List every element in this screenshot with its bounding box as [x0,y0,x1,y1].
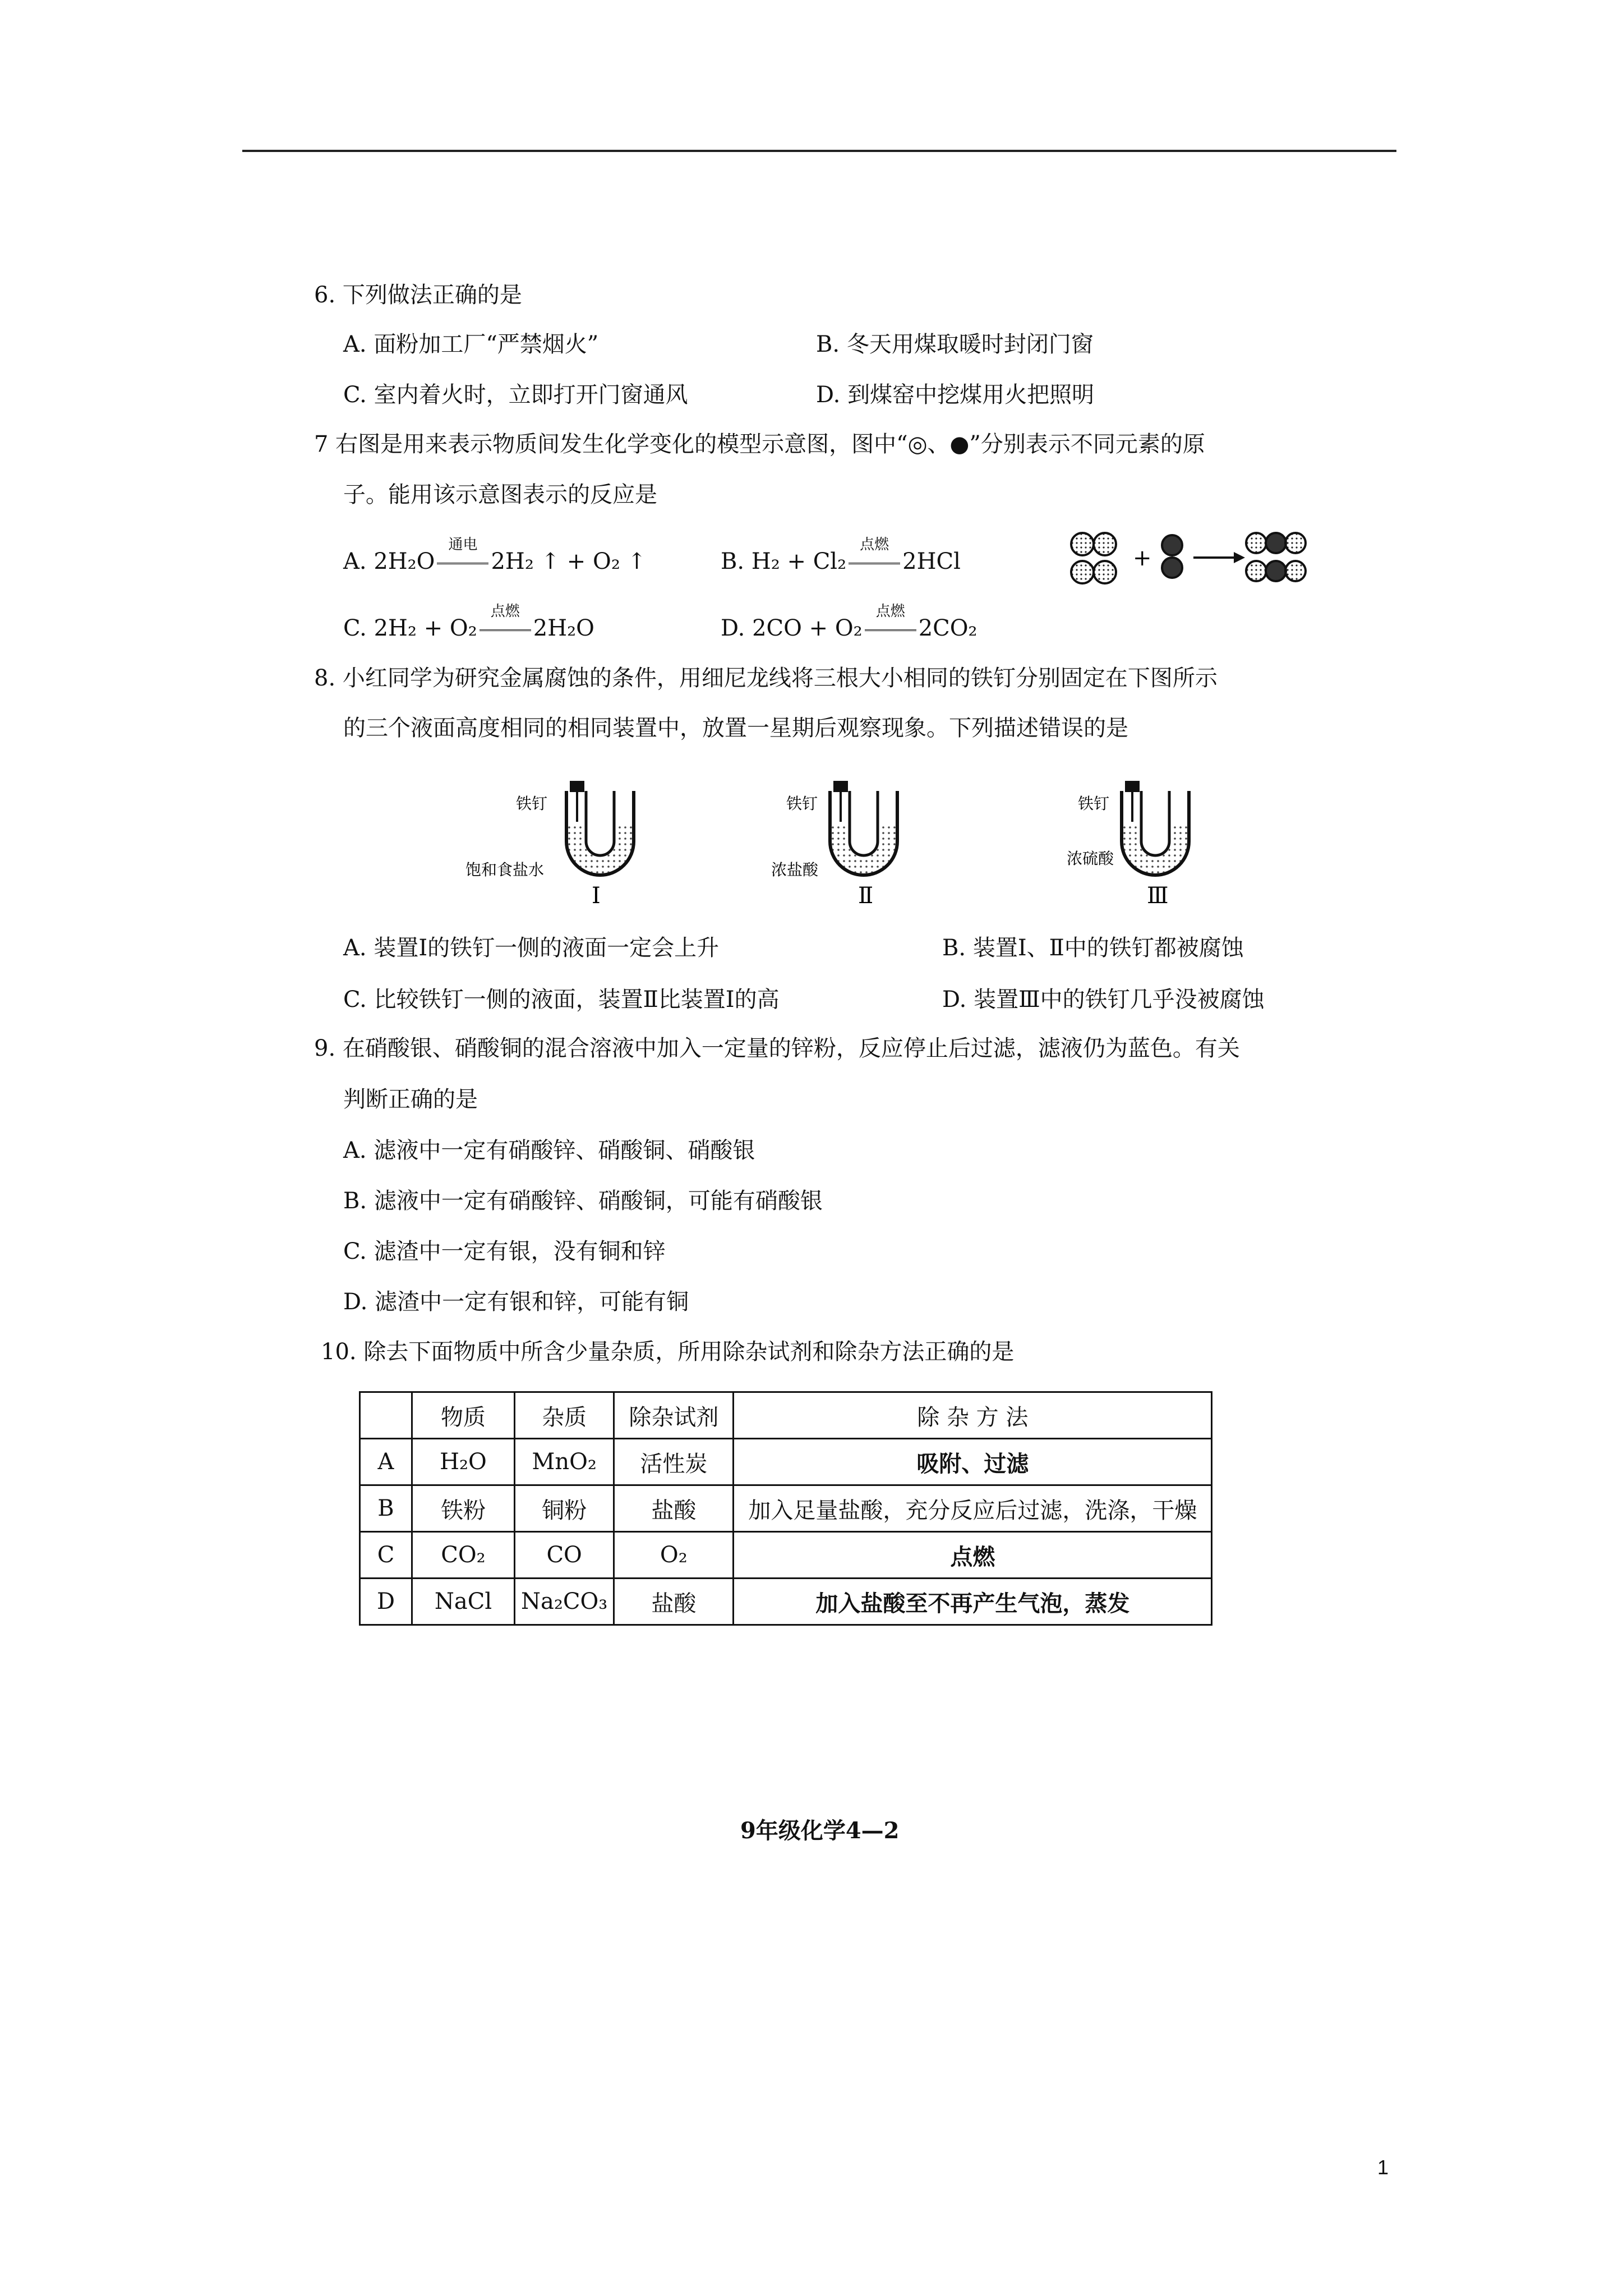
table-cell: NaCl [412,1579,515,1625]
table-cell: C [360,1532,412,1579]
table-header-cell: 除 杂 方 法 [734,1392,1212,1439]
table-cell: 点燃 [734,1532,1212,1579]
q7-d-products: 2CO₂ [918,615,978,641]
nail-label-2: 铁钉 [786,794,818,813]
q8-option-a: A. 装置Ⅰ的铁钉一侧的液面一定会上升 [343,935,720,961]
q8-option-c: C. 比较铁钉一侧的液面，装置Ⅱ比装置Ⅰ的高 [343,987,780,1013]
q6-option-d: D. 到煤窑中挖煤用火把照明 [816,382,1095,408]
header-rule [242,150,1396,152]
table-row [360,1532,1212,1579]
q8-option-d: D. 装置Ⅲ中的铁钉几乎没被腐蚀 [942,987,1265,1013]
apparatus-1 [465,781,634,909]
q7-d-condition: 点燃 [865,614,916,643]
nail-label-3: 铁钉 [1078,794,1110,813]
apparatus-3 [1067,781,1189,909]
q7-a-reactants: A. 2H₂O [343,549,435,574]
q9-option-a: A. 滤液中一定有硝酸锌、硝酸铜、硝酸银 [343,1138,755,1163]
page-footer: 9年级化学4—2 [740,1818,900,1844]
q6-option-c: C. 室内着火时，立即打开门窗通风 [343,382,688,408]
table-row [360,1579,1212,1625]
q8-option-b: B. 装置Ⅰ、Ⅱ中的铁钉都被腐蚀 [942,935,1244,961]
table-cell: 盐酸 [614,1579,734,1625]
q7-c-condition: 点燃 [479,614,531,643]
q9-option-b: B. 滤液中一定有硝酸锌、硝酸铜，可能有硝酸银 [343,1188,823,1214]
roman-label-3: Ⅲ [1147,883,1169,909]
q7-b-condition: 点燃 [849,547,900,576]
q6-option-a: A. 面粉加工厂“严禁烟火” [343,332,599,357]
roman-label-2: Ⅱ [858,883,874,909]
table-cell: CO [515,1532,614,1579]
apparatus-2 [771,781,897,909]
q7-a-condition: 通电 [437,547,488,576]
table-cell: B [360,1485,412,1532]
liquid-label-2: 浓盐酸 [771,861,819,879]
q9-option-d: D. 滤渣中一定有银和锌，可能有铜 [343,1289,689,1315]
q7-option-a [343,536,647,576]
table-cell: 铜粉 [515,1485,614,1532]
table-row [360,1439,1212,1485]
table-header-cell: 杂质 [515,1392,614,1439]
product-molecules [1246,533,1306,581]
q8-apparatus-diagram [465,769,1228,914]
q7-d-reactants: D. 2CO + O₂ [721,615,863,641]
q6-stem: 6. 下列做法正确的是 [314,282,522,308]
q7-b-reactants: B. H₂ + Cl₂ [721,549,847,574]
q8-stem-line1: 8. 小红同学为研究金属腐蚀的条件，用细尼龙线将三根大小相同的铁钉分别固定在下图所示 [314,665,1218,691]
page-number: 1 [1377,2156,1389,2179]
liquid-label-1: 饱和食盐水 [465,861,545,879]
table-cell: A [360,1439,412,1485]
q7-c-products: 2H₂O [533,615,594,641]
table-header-cell: 物质 [412,1392,515,1439]
q8-stem-line2: 的三个液面高度相同的相同装置中，放置一星期后观察现象。下列描述错误的是 [343,715,1128,741]
q7-molecule-diagram [1066,527,1312,595]
table-header-cell: 除杂试剂 [614,1392,734,1439]
q7-b-products: 2HCl [902,549,961,574]
reactant-molecule-right [1162,535,1182,578]
table-cell: 盐酸 [614,1485,734,1532]
q10-stem: 10. 除去下面物质中所含少量杂质，所用除杂试剂和除杂方法正确的是 [321,1339,1015,1365]
q7-option-b [721,536,961,576]
q7-c-reactants: C. 2H₂ + O₂ [343,615,477,641]
nail-label-1: 铁钉 [516,794,548,813]
table-header-cell [360,1392,412,1439]
q7-option-d [721,603,978,643]
plus-sign: + [1133,545,1152,571]
table-row [360,1485,1212,1532]
q9-option-c: C. 滤渣中一定有银，没有铜和锌 [343,1239,666,1264]
table-cell: 加入足量盐酸，充分反应后过滤，洗涤，干燥 [734,1485,1212,1532]
table-header-row [360,1392,1212,1439]
table-cell: CO₂ [412,1532,515,1579]
table-cell: Na₂CO₃ [515,1579,614,1625]
table-cell: 铁粉 [412,1485,515,1532]
q10-table [359,1391,1212,1626]
table-cell: MnO₂ [515,1439,614,1485]
q7-stem-line2: 子。能用该示意图表示的反应是 [343,482,657,508]
reaction-arrow [1193,552,1245,563]
table-cell: O₂ [614,1532,734,1579]
table-cell: H₂O [412,1439,515,1485]
q9-stem-line1: 9. 在硝酸银、硝酸铜的混合溶液中加入一定量的锌粉，反应停止后过滤，滤液仍为蓝色。有关 [314,1036,1240,1061]
q7-a-products: 2H₂ ↑ + O₂ ↑ [491,549,647,574]
roman-label-1: Ⅰ [592,883,601,909]
table-cell: 活性炭 [614,1439,734,1485]
table-cell: D [360,1579,412,1625]
q6-option-b: B. 冬天用煤取暖时封闭门窗 [816,332,1094,357]
q9-stem-line2: 判断正确的是 [343,1087,478,1112]
reactant-molecule-left [1071,533,1116,583]
table-cell: 加入盐酸至不再产生气泡，蒸发 [734,1579,1212,1625]
q7-stem-line1: 7 右图是用来表示物质间发生化学变化的模型示意图，图中“◎、●”分别表示不同元素的原 [314,431,1205,457]
q7-option-c [343,603,594,643]
liquid-label-3: 浓硫酸 [1067,849,1114,868]
table-cell: 吸附、过滤 [734,1439,1212,1485]
